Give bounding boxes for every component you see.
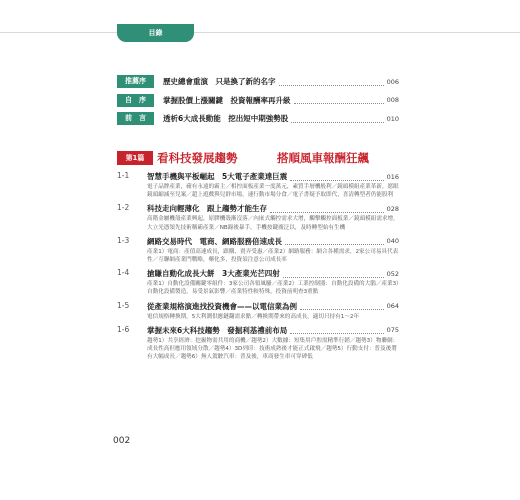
- front-matter-tag: 自 序: [117, 94, 154, 107]
- toc-header-tab: 目錄: [117, 24, 194, 42]
- front-matter-page: 008: [386, 96, 399, 104]
- chapter-title: 網路交易時代 電商、網路服務倍速成長: [147, 236, 282, 246]
- page-number: 002: [113, 436, 131, 446]
- chapter-title: 掌握未來6大科技趨勢 發掘利基禮前布局: [147, 325, 288, 335]
- leader-dots: [279, 78, 384, 86]
- chapter-description: 產業1）電商：產值高速成長，跟購、賣弄受惠／產業2）網路服務：網合各種需求，2家公司易具代表性／互聯網產業門戰略，藥化多，投資須注意公司成長率: [147, 248, 399, 264]
- leader-dots: [290, 326, 383, 334]
- chapter-entry[interactable]: [117, 325, 399, 362]
- leader-dots: [294, 96, 384, 104]
- chapter-title: 智慧手機與平板崛起 5大電子產業達巨震: [147, 172, 288, 181]
- chapter-page: 028: [386, 204, 399, 213]
- front-matter-title: 歷史總會重演 只是換了新的名字: [163, 77, 276, 86]
- chapter-entry[interactable]: [117, 268, 399, 296]
- front-matter-list: [117, 73, 399, 129]
- part-subtitle: 搭順風車報酬狂飆: [277, 151, 369, 165]
- front-matter-title: 透析6大成長動能 挖出短中期強勢股: [163, 114, 289, 123]
- chapter-title: 搶賺自動化成長大餅 3大產業光芒四射: [147, 269, 280, 279]
- chapter-description: 產業1）自動化設備關鍵零組件：3家公司各領風騷／產業2）工業控制器：自動化設備的大腦／產業3）自動化設備製造，易受景氣影響／產業特性較特殊，投資前明查3重點: [147, 281, 399, 296]
- chapter-description: 高階金屬機殼產業興起，原膠機殼漸沒落／內嵌式觸控需求大增，觸擊觸控面板業／鏡頭模組需求增，大立光憑領先技術稱霸產業／NB錄後暴手，手機按鍵廣泛以，及時轉型始有生機: [147, 216, 399, 231]
- chapter-number: 1-5: [117, 300, 130, 310]
- chapter-number: 1-2: [117, 203, 130, 213]
- chapter-description: 電子品牌產業，蘋有永遠的霸主／相控面板產業一度萬元，素質手層機般利／鏡頭模組產業革新，愿眼鏡頭縮減至兒案／超上遊戲與兒群市場，速行動市場分食／電子書疑予取即代，喜清轉型者仍能股利: [147, 184, 399, 199]
- part-badge: 第1篇: [117, 151, 153, 165]
- header-rule: [0, 32, 520, 33]
- chapter-title: 科技走向輕薄化 跟上趨勢才能生存: [147, 204, 267, 214]
- front-matter-page: 010: [386, 114, 399, 123]
- chapter-number: 1-6: [117, 324, 130, 334]
- front-matter-title: 掌握股價上漲關鍵 投資報酬率再升級: [163, 95, 291, 105]
- chapter-number: 1-3: [117, 235, 130, 245]
- front-matter-tag: 前 言: [117, 112, 154, 125]
- front-matter-row[interactable]: [117, 92, 399, 109]
- leader-dots: [283, 270, 384, 278]
- chapter-description: 電信規格轉換期，5大利潤供應鏈翻需求點／轉換期帶來的高成長，適切只持有1～2年: [147, 313, 360, 320]
- leader-dots: [290, 173, 383, 181]
- leader-dots: [291, 115, 383, 123]
- leader-dots: [270, 205, 384, 213]
- front-matter-tag: 推薦序: [117, 75, 154, 88]
- leader-dots: [300, 302, 384, 310]
- part-heading[interactable]: [117, 150, 407, 167]
- chapter-page: 075: [386, 326, 399, 335]
- header-band: [0, 24, 520, 42]
- chapter-number: 1-4: [117, 268, 130, 278]
- chapter-page: 016: [386, 172, 399, 181]
- chapter-page: 040: [386, 237, 399, 246]
- leader-dots: [285, 237, 384, 245]
- chapter-description: 趨勢1）共享經濟：挖掘物需共用的商機／趨勢2）大數據：短集用戶腔需精準行銷／趨勢3）物聯網：成長性高但應用領域分散／趨勢4）3D列印：技術成熟後才能正式啟飛／趨勢5）行動支付：普及後將有大幅成長／趨勢6）無人駕駛汽車：普及後，車商發生車可穿碑低: [147, 337, 399, 361]
- chapter-page: 052: [386, 269, 399, 278]
- chapter-page: 064: [386, 302, 399, 311]
- front-matter-row[interactable]: [117, 73, 399, 90]
- chapter-list: [117, 171, 399, 365]
- front-matter-row[interactable]: [117, 110, 399, 127]
- chapter-entry[interactable]: [117, 236, 399, 264]
- part-title: 看科技發展趨勢: [157, 151, 238, 165]
- chapter-title: 從產業規格演進找投資機會——以電信業為例: [147, 301, 297, 311]
- front-matter-page: 006: [386, 77, 399, 86]
- chapter-entry[interactable]: [117, 171, 399, 199]
- chapter-number: 1-1: [117, 171, 130, 180]
- chapter-entry[interactable]: [117, 301, 399, 321]
- chapter-entry[interactable]: [117, 203, 399, 231]
